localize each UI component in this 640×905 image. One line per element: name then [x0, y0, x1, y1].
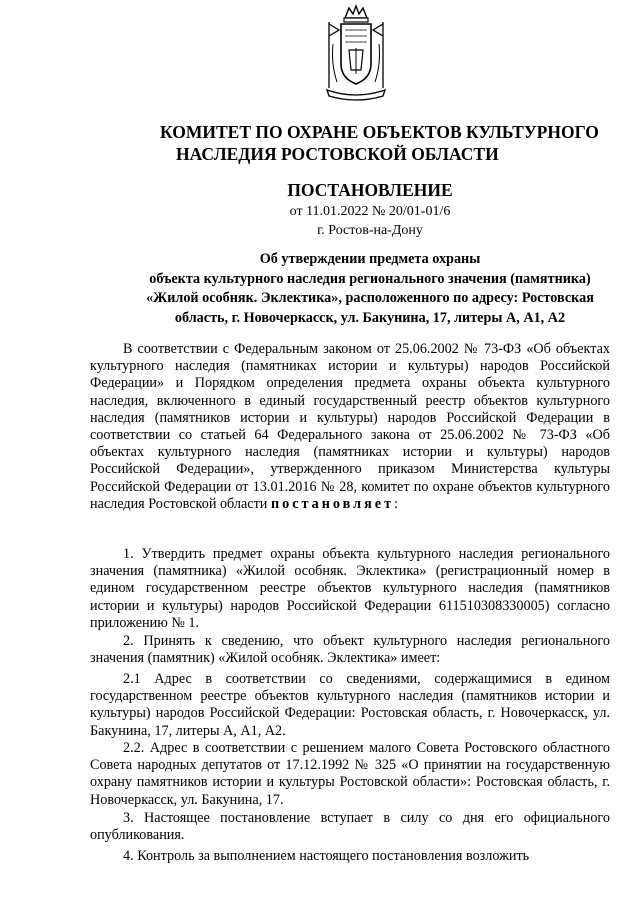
item-2: [90, 633, 610, 667]
item-4: [90, 848, 610, 865]
item-3: [90, 810, 610, 844]
title-line2: объекта культурного наследия регионального значения (памятника): [149, 270, 591, 287]
committee-name-line1: КОМИТЕТ ПО ОХРАНЕ ОБЪЕКТОВ КУЛЬТУРНОГО: [160, 122, 599, 142]
title-line1: Об утверждении предмета охраны: [259, 251, 481, 267]
city: г. Ростов-на-Дону: [317, 223, 423, 238]
document-title: [100, 250, 640, 328]
item-3-text: 3. Настоящее постановление вступает в силу со дня его официального опубликования.: [90, 810, 610, 844]
resolves-colon: :: [394, 495, 398, 512]
document-type: ПОСТАНОВЛЕНИЕ: [287, 180, 453, 200]
committee-name-line2: НАСЛЕДИЯ РОСТОВСКОЙ ОБЛАСТИ: [176, 144, 499, 164]
item-2-1-text: 2.1 Адрес в соответствии со сведениями, содержащимися в едином государственном реестре объектов культурного наследия (памятников истории и культуры) народов Российской Федерации: Ростовская область, г. Новочеркасск, ул. Бакунина, 17, литеры А, А1, А2.: [90, 671, 610, 739]
item-2-2: [90, 740, 610, 809]
item-4-text: 4. Контроль за выполнением настоящего постановления возложить: [123, 848, 530, 864]
preamble: [90, 341, 610, 513]
item-2-2-text: 2.2. Адрес в соответствии с решением малого Совета Ростовского областного Совета народных депутатов от 17.12.1992 № 325 «О принятии на государственную охрану памятников истории и культуры Ростовской области»: Ростовская область, г. Новочеркасск, ул. Бакунина, 17.: [90, 740, 610, 808]
committee-name: [100, 121, 640, 165]
item-2-1: [90, 671, 610, 740]
item-2-text: 2. Принять к сведению, что объект культурного наследия регионального значения (памятник) «Жилой особняк. Эклектика» имеет:: [90, 633, 610, 667]
date-number: от 11.01.2022 № 20/01-01/6: [289, 204, 451, 219]
rostov-coat-of-arms-emblem: [323, 4, 389, 104]
item-1: [90, 546, 610, 632]
title-line4: область, г. Новочеркасск, ул. Бакунина, 17, литеры А, А1, А2: [174, 309, 566, 326]
title-line3: «Жилой особняк. Эклектика», расположенного по адресу: Ростовская: [146, 290, 594, 306]
item-1-text: 1. Утвердить предмет охраны объекта культурного наследия регионального значения (памятника) «Жилой особняк. Эклектика» (регистрационный номер в едином государственном реестре объектов культурного наследия (памятников истории и культуры) народов Российской Федерации 611510308330005) согласно приложению № 1.: [90, 546, 610, 631]
preamble-text: В соответствии с Федеральным законом от 25.06.2002 № 73-ФЗ «Об объектах культурного наследия (памятниках истории и культуры) народов Российской Федерации» и Порядком определения предмета охраны объекта культурного наследия, включенного в единый государственный реестр объектов культурного наследия (памятников истории и культуры) народов Российской Федерации в соответствии со статьей 64 Федерального закона от 25.06.2002 № 73-ФЗ «Об объектах культурного наследия (памятниках истории и культуры) народов Российской Федерации», утвержденного приказом Министерства культуры Российской Федерации от 13.01.2016 № 28, комитет по охране объектов культурного наследия Ростовской области: [90, 341, 610, 512]
resolves-word: постановляет: [270, 495, 395, 512]
